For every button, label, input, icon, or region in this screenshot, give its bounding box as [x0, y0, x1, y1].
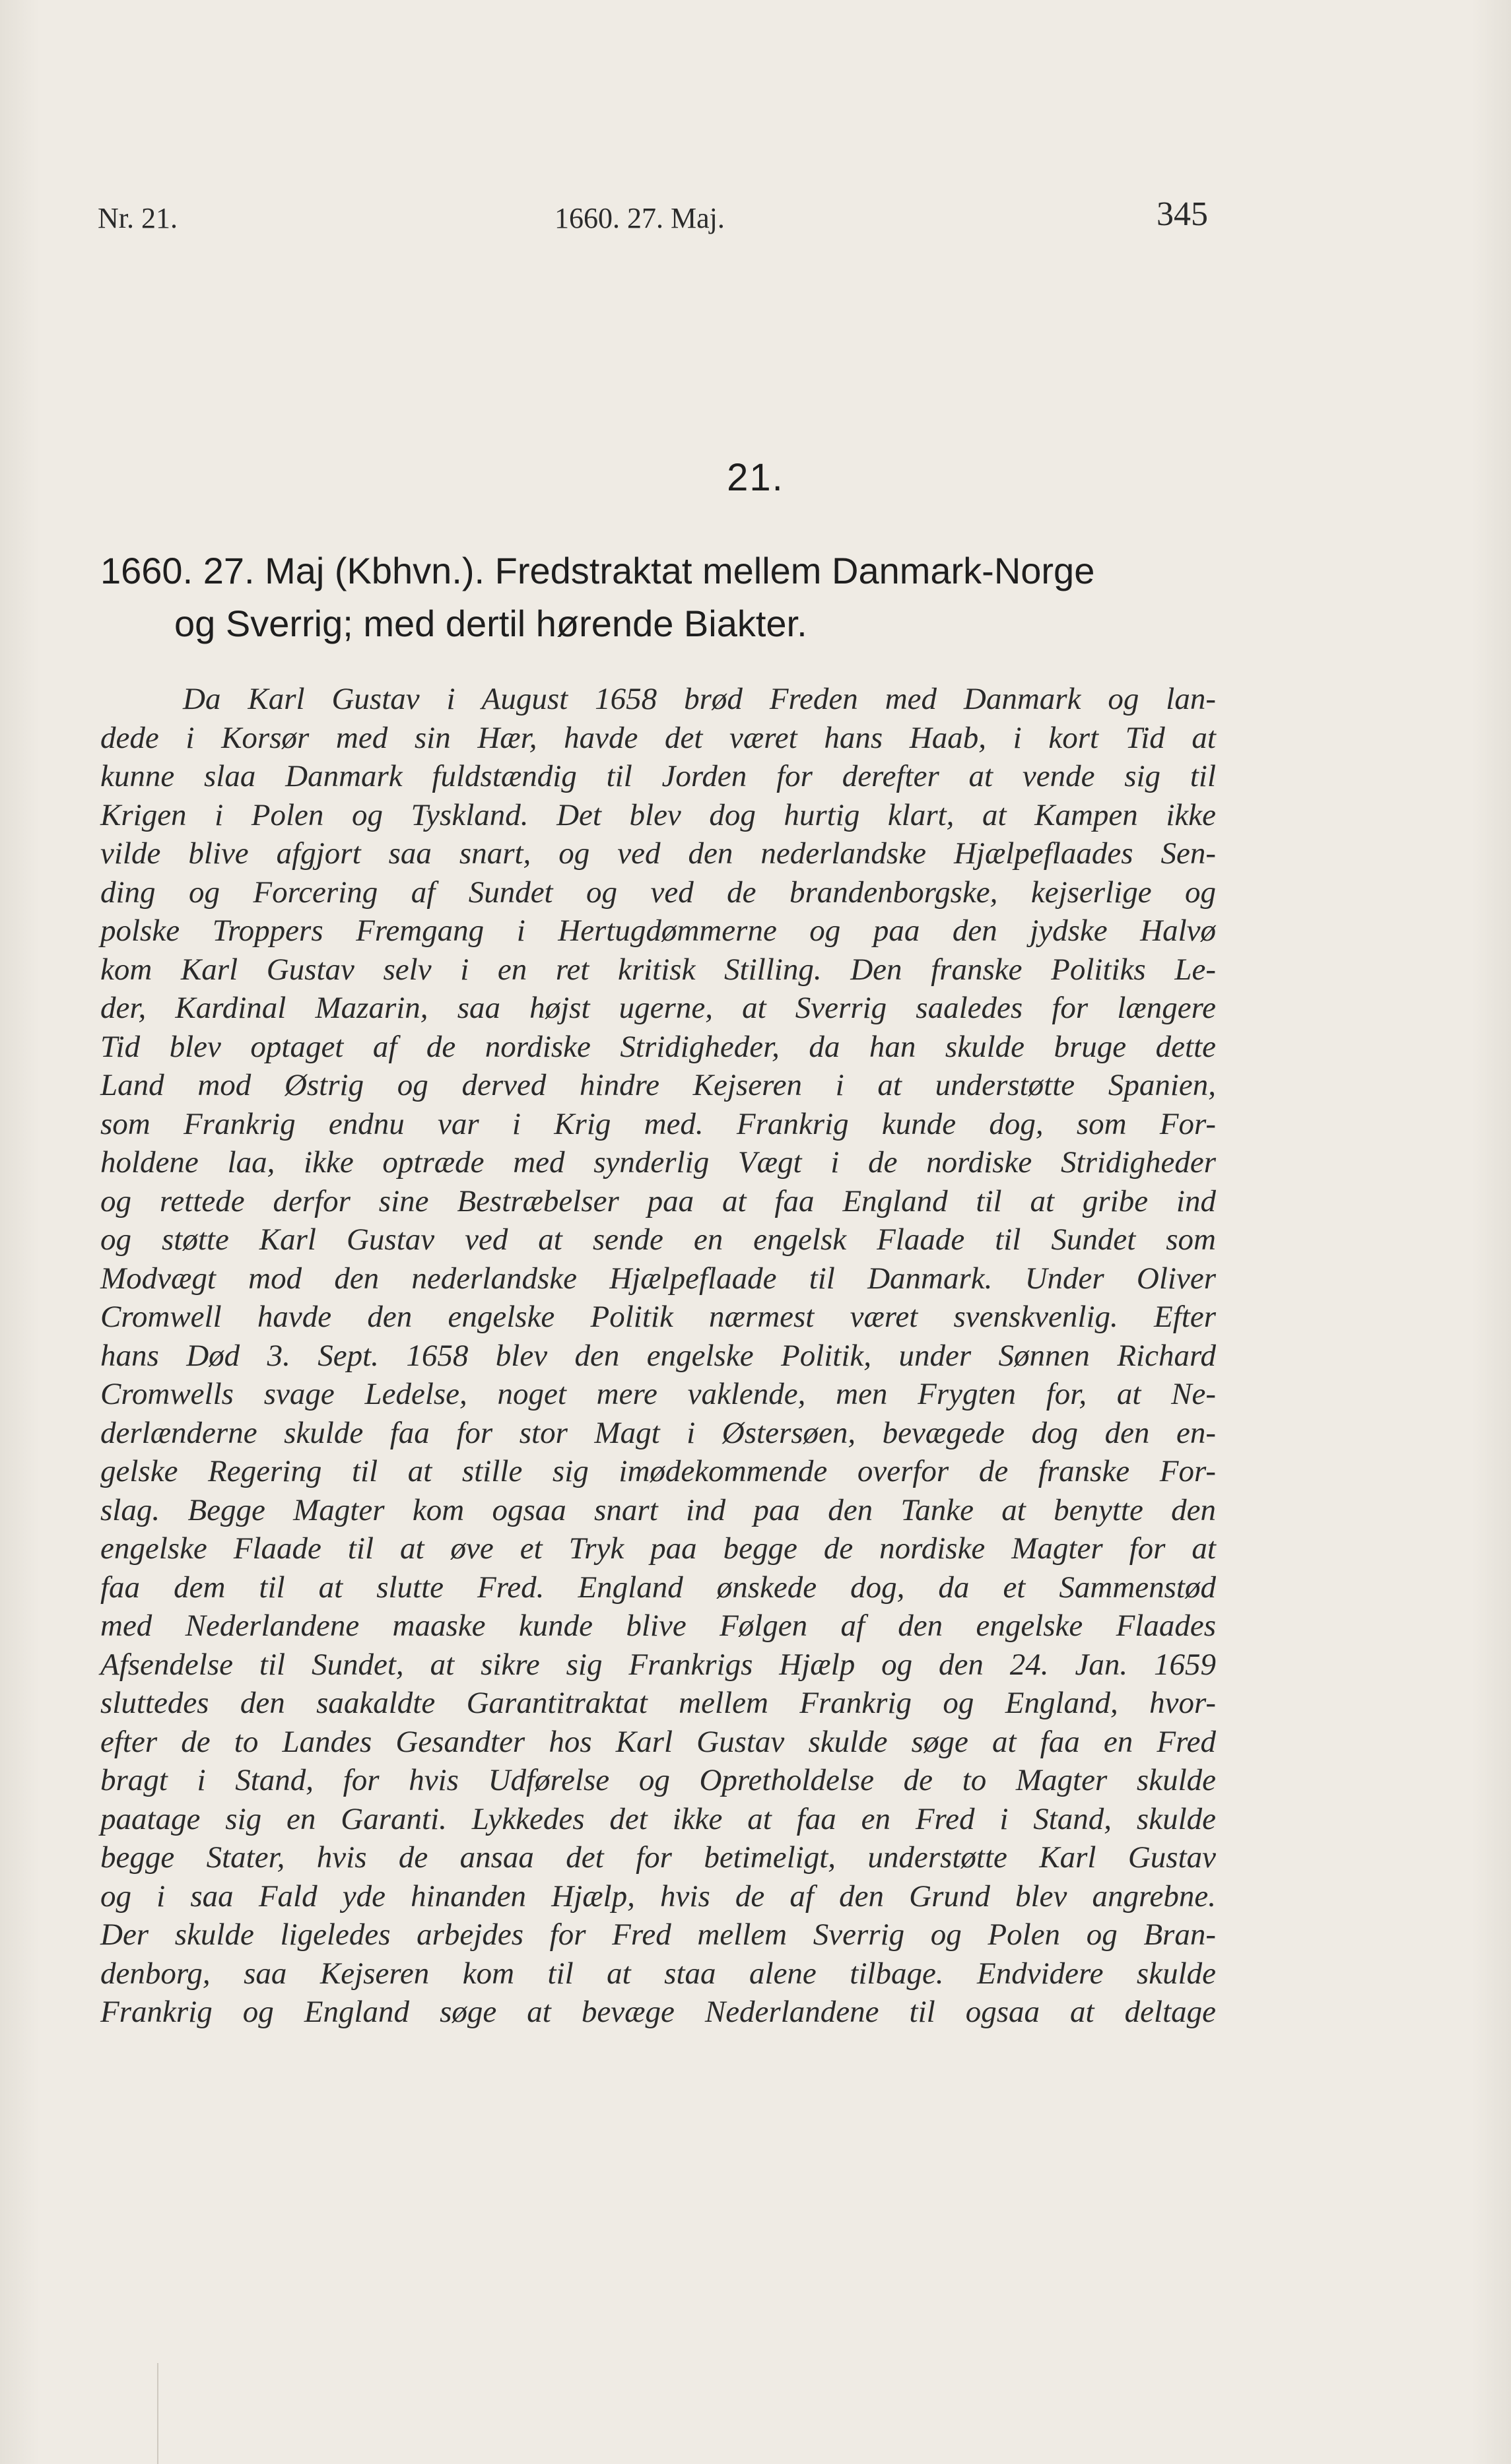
body-line: Modvægt mod den nederlandske Hjælpeflaade til Danmark. Under Oliver	[100, 1261, 1216, 1296]
body-line: derlænderne skulde faa for stor Magt i Østersøen, bevægede dog den en-	[100, 1415, 1216, 1450]
body-line: der, Kardinal Mazarin, saa højst ugerne, at Sverrig saaledes for længere	[100, 991, 1216, 1025]
body-line: holdene laa, ikke optræde med synderlig Vægt i de nordiske Stridigheder	[100, 1145, 1216, 1180]
document-number: Nr. 21.	[98, 202, 178, 234]
body-line: gelske Regering til at stille sig imødekommende overfor de franske For-	[100, 1454, 1216, 1488]
body-line: som Frankrig endnu var i Krig med. Frankrig kunde dog, som For-	[100, 1106, 1216, 1141]
body-line: sluttedes den saakaldte Garantitraktat mellem Frankrig og England, hvor-	[100, 1686, 1216, 1720]
body-line: engelske Flaade til at øve et Tryk paa begge de nordiske Magter for at	[100, 1531, 1216, 1566]
body-line: bragt i Stand, for hvis Udførelse og Opretholdelse de to Magter skulde	[100, 1763, 1216, 1797]
body-line: Tid blev optaget af de nordiske Stridigheder, da han skulde bruge dette	[100, 1029, 1216, 1064]
page-number: 345	[1157, 195, 1208, 233]
body-paragraph	[100, 680, 1216, 2032]
body-line: og støtte Karl Gustav ved at sende en engelsk Flaade til Sundet som	[100, 1222, 1216, 1257]
body-line: kunne slaa Danmark fuldstændig til Jorden for derefter at vende sig til	[100, 759, 1216, 793]
body-line: Da Karl Gustav i August 1658 brød Freden med Danmark og lan-	[183, 682, 1216, 716]
body-line: paatage sig en Garanti. Lykkedes det ikke at faa en Fred i Stand, skulde	[100, 1801, 1216, 1836]
title-line-2: og Sverrig; med dertil hørende Biakter.	[174, 603, 807, 644]
body-line: Afsendelse til Sundet, at sikre sig Frankrigs Hjælp og den 24. Jan. 1659	[100, 1647, 1216, 1682]
running-header	[0, 195, 1511, 241]
body-line: dede i Korsør med sin Hær, havde det været hans Haab, i kort Tid at	[100, 720, 1216, 755]
body-line: og i saa Fald yde hinanden Hjælp, hvis de af den Grund blev angrebne.	[100, 1879, 1216, 1914]
document-title	[100, 545, 1223, 650]
body-line: Land mod Østrig og derved hindre Kejseren i at understøtte Spanien,	[100, 1068, 1216, 1102]
body-line: begge Stater, hvis de ansaa det for betimeligt, understøtte Karl Gustav	[100, 1840, 1216, 1875]
body-line: ding og Forcering af Sundet og ved de brandenborgske, kejserlige og	[100, 875, 1216, 910]
body-line: Cromwells svage Ledelse, noget mere vaklende, men Frygten for, at Ne-	[100, 1377, 1216, 1411]
title-line-1: 1660. 27. Maj (Kbhvn.). Fredstraktat mellem Danmark-Norge	[100, 550, 1095, 591]
body-line: slag. Begge Magter kom ogsaa snart ind paa den Tanke at benytte den	[100, 1492, 1216, 1527]
body-line: hans Død 3. Sept. 1658 blev den engelske Politik, under Sønnen Richard	[100, 1338, 1216, 1373]
body-line: kom Karl Gustav selv i en ret kritisk Stilling. Den franske Politiks Le-	[100, 952, 1216, 987]
body-line: Frankrig og England søge at bevæge Nederlandene til ogsaa at deltage	[100, 1995, 1216, 2029]
body-line: vilde blive afgjort saa snart, og ved den nederlandske Hjælpeflaades Sen-	[100, 836, 1216, 871]
section-number: 21.	[727, 456, 784, 499]
body-line: faa dem til at slutte Fred. England ønskede dog, da et Sammenstød	[100, 1570, 1216, 1605]
body-line: denborg, saa Kejseren kom til at staa alene tilbage. Endvidere skulde	[100, 1956, 1216, 1991]
body-line: Der skulde ligeledes arbejdes for Fred mellem Sverrig og Polen og Bran-	[100, 1917, 1216, 1952]
body-line: og rettede derfor sine Bestræbelser paa at faa England til at gribe ind	[100, 1183, 1216, 1218]
body-line: med Nederlandene maaske kunde blive Følgen af den engelske Flaades	[100, 1609, 1216, 1643]
body-line: Krigen i Polen og Tyskland. Det blev dog hurtig klart, at Kampen ikke	[100, 797, 1216, 832]
body-line: efter de to Landes Gesandter hos Karl Gustav skulde søge at faa en Fred	[100, 1724, 1216, 1759]
body-line: Cromwell havde den engelske Politik nærmest været svenskvenlig. Efter	[100, 1300, 1216, 1334]
scan-artifact-line	[157, 2363, 158, 2464]
body-line: polske Troppers Fremgang i Hertugdømmerne og paa den jydske Halvø	[100, 914, 1216, 948]
header-date: 1660. 27. Maj.	[554, 202, 725, 234]
